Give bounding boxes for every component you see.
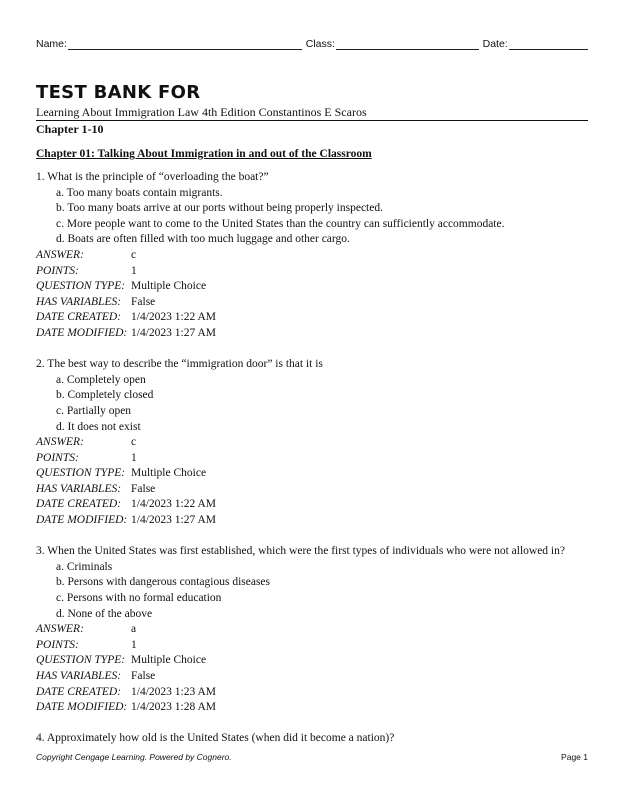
- book-subtitle: Learning About Immigration Law 4th Edition Constantinos E Scaros: [36, 105, 367, 119]
- copyright-notice: Copyright Cengage Learning. Powered by Cognero.: [36, 752, 232, 762]
- answer-label: ANSWER:: [36, 436, 84, 449]
- class-blank: [336, 38, 479, 50]
- option-b: b. Persons with dangerous contagious diseases: [56, 576, 270, 589]
- answer-row: [36, 622, 596, 638]
- date-modified-value: 1/4/2023 1:28 AM: [131, 701, 216, 714]
- question-type-label: QUESTION TYPE:: [36, 280, 126, 293]
- option-c: c. Partially open: [56, 404, 132, 417]
- date-created-row: [36, 497, 596, 513]
- date-modified-value: 1/4/2023 1:27 AM: [131, 326, 216, 339]
- name-label: Name:: [36, 38, 67, 50]
- option-b: b. Too many boats arrive at our ports without being properly inspected.: [56, 202, 383, 215]
- option-d: d. It does not exist: [56, 420, 141, 433]
- option-a: a. Completely open: [56, 373, 146, 386]
- points-row: [36, 638, 596, 654]
- question-type-row: [36, 466, 596, 482]
- answer-value: c: [131, 248, 137, 261]
- title-divider: [36, 120, 588, 121]
- option-d: d. Boats are often filled with too much luggage and other cargo.: [56, 233, 350, 246]
- name-blank: [68, 38, 302, 50]
- question-type-label: QUESTION TYPE:: [36, 654, 126, 667]
- question-type-value: Multiple Choice: [131, 654, 207, 667]
- date-created-value: 1/4/2023 1:22 AM: [131, 498, 216, 511]
- points-row: [36, 264, 596, 280]
- question-2: [36, 357, 596, 529]
- answer-row: [36, 435, 596, 451]
- date-modified-label: DATE MODIFIED:: [36, 514, 128, 527]
- question-type-value: Multiple Choice: [131, 467, 207, 480]
- points-label: POINTS:: [36, 264, 79, 277]
- question-text: 3. When the United States was first established, which were the first types of individuals who were not allowed in?: [36, 545, 565, 558]
- question-type-row: [36, 653, 596, 669]
- option-c: c. More people want to come to the United States than the country can sufficiently accommodate.: [56, 217, 505, 230]
- answer-label: ANSWER:: [36, 248, 84, 261]
- chapter-heading: Chapter 01: Talking About Immigration in and out of the Classroom: [36, 148, 372, 160]
- class-label: Class:: [305, 38, 335, 50]
- points-value: 1: [131, 451, 137, 464]
- question-list: [36, 170, 596, 763]
- question-type-value: Multiple Choice: [131, 280, 207, 293]
- date-created-row: [36, 685, 596, 701]
- question-text: 2. The best way to describe the “immigration door” is that it is: [36, 358, 323, 371]
- option-b: b. Completely closed: [56, 389, 154, 402]
- date-modified-value: 1/4/2023 1:27 AM: [131, 514, 216, 527]
- question-text: 4. Approximately how old is the United States (when did it become a nation)?: [36, 732, 395, 745]
- question-4: [36, 731, 596, 747]
- date-modified-row: [36, 700, 596, 716]
- points-value: 1: [131, 264, 137, 277]
- points-row: [36, 451, 596, 467]
- answer-value: c: [131, 436, 137, 449]
- date-modified-row: [36, 326, 596, 342]
- has-variables-row: [36, 669, 596, 685]
- chapter-range: Chapter 1-10: [36, 122, 104, 136]
- points-label: POINTS:: [36, 451, 79, 464]
- has-variables-label: HAS VARIABLES:: [36, 670, 122, 682]
- points-label: POINTS:: [36, 638, 79, 651]
- has-variables-value: False: [131, 482, 156, 495]
- answer-label: ANSWER:: [36, 623, 84, 636]
- date-created-value: 1/4/2023 1:22 AM: [131, 311, 216, 324]
- option-a: a. Too many boats contain migrants.: [56, 186, 223, 199]
- has-variables-row: [36, 295, 596, 311]
- answer-row: [36, 248, 596, 264]
- has-variables-value: False: [131, 295, 156, 308]
- option-c: c. Persons with no formal education: [56, 592, 222, 605]
- has-variables-value: False: [131, 670, 156, 682]
- has-variables-label: HAS VARIABLES:: [36, 482, 122, 495]
- date-created-row: [36, 310, 596, 326]
- answer-value: a: [131, 623, 137, 636]
- page-footer: [36, 752, 588, 762]
- date-label: Date:: [482, 38, 508, 50]
- has-variables-label: HAS VARIABLES:: [36, 295, 122, 308]
- date-created-label: DATE CREATED:: [36, 498, 122, 511]
- date-blank: [509, 38, 588, 50]
- date-modified-label: DATE MODIFIED:: [36, 701, 128, 714]
- question-1: [36, 170, 596, 342]
- date-created-label: DATE CREATED:: [36, 311, 122, 324]
- date-modified-label: DATE MODIFIED:: [36, 326, 128, 339]
- option-d: d. None of the above: [56, 607, 153, 620]
- date-modified-row: [36, 513, 596, 529]
- student-info-header: [36, 36, 588, 50]
- has-variables-row: [36, 482, 596, 498]
- question-text: 1. What is the principle of “overloading the boat?”: [36, 171, 269, 183]
- document-title: TEST BANK FOR: [36, 82, 201, 103]
- date-created-value: 1/4/2023 1:23 AM: [131, 685, 216, 698]
- question-type-label: QUESTION TYPE:: [36, 467, 126, 480]
- question-3: [36, 544, 596, 716]
- option-a: a. Criminals: [56, 560, 113, 573]
- page-number: Page 1: [561, 752, 588, 762]
- date-created-label: DATE CREATED:: [36, 685, 122, 698]
- question-type-row: [36, 279, 596, 295]
- points-value: 1: [131, 638, 137, 651]
